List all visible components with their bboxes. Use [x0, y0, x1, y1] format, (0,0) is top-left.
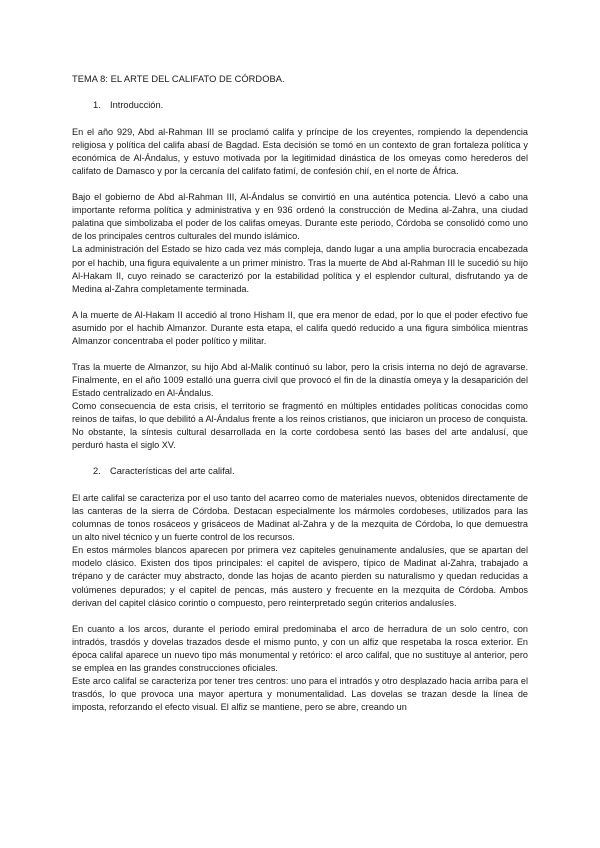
document-body: [72, 73, 528, 714]
section-heading-introduccion: [93, 99, 528, 112]
section-title: Características del arte califal.: [110, 466, 235, 477]
paragraph: En estos mármoles blancos aparecen por primera vez capiteles genuinamente andalusíes, que se apartan del modelo clásico. Existen dos tipos principales: el capitel de avispero, típico de Madinat al-Zahra, trabajado a trépano y de carácter muy abstracto, donde las hojas de acanto pierden su naturalismo y quedan reducidas a volúmenes depurados; y el capitel de pencas, más austero y frecuente en la mezquita de Córdoba. Ambos derivan del capitel clásico corintio o compuesto, pero reinterpretado según criterios andalusíes.: [72, 545, 528, 608]
section-heading-caracteristicas: [93, 465, 528, 478]
paragraph: Este arco califal se caracteriza por tener tres centros: uno para el intradós y otro desplazado hacia arriba para el trasdós, lo que provoca una mayor apertura y monumentalidad. Las dovelas se trazan desde la línea de imposta, reforzando el efecto visual. El alfiz se mantiene, pero se abre, creando un: [72, 675, 528, 712]
paragraph: En cuanto a los arcos, durante el periodo emiral predominaba el arco de herradura de un solo centro, con intradós, trasdós y dovelas trazados desde el mismo punto, y con un alfiz que respetaba la rosca exterior. En época califal aparece un nuevo tipo más monumental y retórico: el arco califal, que no sustituye al anterior, pero se emplea en las grandes construcciones oficiales.: [72, 623, 528, 673]
section-number: 1.: [93, 100, 101, 111]
paragraph: La administración del Estado se hizo cada vez más compleja, dando lugar a una amplia burocracia encabezada por el hachib, una figura equivalente a un primer ministro. Tras la muerte de Abd al-Rahman III le sucedió su hijo Al-Hakam II, cuyo reinado se caracterizó por la estabilidad política y el esplendor cultural, disfrutando ya de Medina al-Zahra completamente terminada.: [72, 244, 528, 294]
paragraph: Tras la muerte de Almanzor, su hijo Abd al-Malik continuó su labor, pero la crisis interna no dejó de agravarse. Finalmente, en el año 1009 estalló una guerra civil que provocó el fin de la dinastía omeya y la desaparición del Estado centralizado en Al-Ándalus.: [72, 361, 528, 398]
section-title: Introducción.: [110, 100, 164, 111]
paragraph: Como consecuencia de esta crisis, el territorio se fragmentó en múltiples entidades políticas conocidas como reinos de taifas, lo que debilitó a Al-Ándalus frente a los reinos cristianos, que iniciaron un proceso de conquista. No obstante, la síntesis cultural desarrollada en la corte cordobesa sentó las bases del arte andalusí, que perduró hasta el siglo XV.: [72, 400, 528, 451]
section-number: 2.: [93, 466, 101, 477]
paragraph: El arte califal se caracteriza por el uso tanto del acarreo como de materiales nuevos, obtenidos directamente de las canteras de la sierra de Córdoba. Destacan especialmente los mármoles cordobeses, utilizados para las columnas de tonos rosáceos y grisáceos de Madinat al-Zahra y de la mezquita de Córdoba, lo que demuestra un alto nivel técnico y un fuerte control de los recursos.: [72, 493, 528, 543]
document-title: TEMA 8: EL ARTE DEL CALIFATO DE CÓRDOBA.: [72, 74, 285, 84]
paragraph: Bajo el gobierno de Abd al-Rahman III, Al-Ándalus se convirtió en una auténtica potencia. Llevó a cabo una importante reforma política y administrativa y en 936 ordenó la construcción de Medina al-Zahra, una ciudad palatina que simbolizaba el poder de los califas omeyas. Durante este periodo, Córdoba se consolidó como uno de los principales centros culturales del mundo islámico.: [72, 192, 528, 242]
paragraph: En el año 929, Abd al-Rahman III se proclamó califa y príncipe de los creyentes, rompiendo la dependencia religiosa y política del califa abasí de Bagdad. Esta decisión se tomó en un contexto de gran fortaleza política y económica de Al-Ándalus, y estuvo motivada por la legitimidad dinástica de los omeyas como herederos del califato de Damasco y por la cercanía del califato fatimí, de confesión chií, en el norte de África.: [72, 127, 528, 177]
paragraph: A la muerte de Al-Hakam II accedió al trono Hisham II, que era menor de edad, por lo que el poder efectivo fue asumido por el hachib Almanzor. Durante esta etapa, el califa quedó reducido a una figura simbólica mientras Almanzor concentraba el poder político y militar.: [72, 309, 528, 346]
